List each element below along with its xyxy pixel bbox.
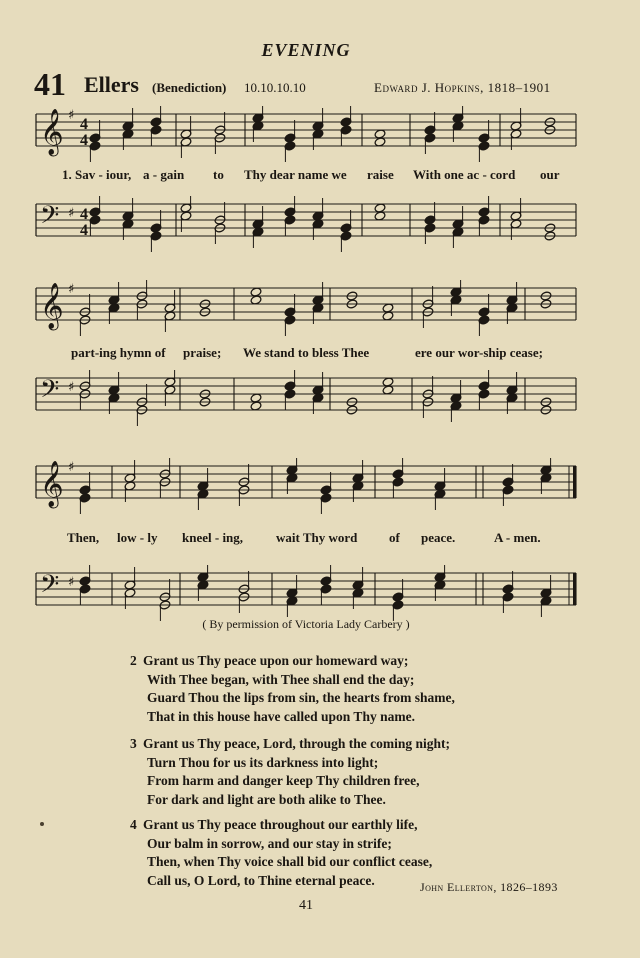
verse-line: Turn Thou for us its darkness into light; [147,754,379,770]
verse-line: Then, when Thy voice shall bid our conflict cease, [147,854,433,869]
lyric: Then, [67,530,100,545]
verse-line: Grant us Thy peace throughout our earthly life, [143,817,418,832]
verse-line: Our balm in sorrow, and our stay in strife; [147,835,392,851]
time-signature-top: 4 [80,206,88,223]
treble-clef-icon: 𝄞 [40,461,64,507]
bass-clef-icon: 𝄢 [40,375,60,410]
lyric: raise [367,167,394,182]
verse-line: Grant us Thy peace upon our homeward way; [143,653,409,668]
music-staff [0,280,640,336]
lyric: our [540,167,560,182]
composer: Edward J. Hopkins, 1818–1901 [374,80,551,95]
lyric: wait Thy word [276,530,358,545]
verse-line: Grant us Thy peace, Lord, through the coming night; [143,736,451,751]
lyric: 1. Sav - iour, [62,167,132,182]
music-staff [0,565,640,621]
verse-line: With Thee began, with Thee shall end the day; [147,671,415,687]
lyric: With one ac - cord [413,167,516,182]
verse-line: That in this house have called upon Thy name. [147,708,415,724]
lyric: of [389,530,400,545]
treble-clef-icon: 𝄞 [40,109,64,155]
sharp-icon: ♯ [68,206,75,221]
lyric: low - ly [117,530,158,545]
author: John Ellerton, 1826–1893 [420,880,558,894]
lyric: a - gain [143,167,185,182]
page-number: 41 [299,898,313,913]
music-staff [0,370,640,426]
verse [130,816,432,890]
treble-clef-icon: 𝄞 [40,283,64,329]
bass-clef-icon: 𝄢 [40,201,60,236]
lyric: part-ing hymn of [71,345,166,360]
verse-number: 3 [130,736,137,751]
music-staff [0,106,640,162]
lyric: We stand to bless Thee [243,345,370,360]
meter: 10.10.10.10 [244,80,306,95]
section-title: EVENING [261,40,351,60]
tune-name: Ellers [84,72,139,97]
verse-line: From harm and danger keep Thy children free, [147,773,420,788]
verse-number: 4 [130,817,137,832]
time-signature-bottom: 4 [80,132,88,149]
sharp-icon: ♯ [68,380,75,395]
verse [130,735,450,809]
lyric: to [213,167,224,182]
sharp-icon: ♯ [68,282,75,297]
verse-line: Call us, O Lord, to Thine eternal peace. [147,872,375,888]
print-speck [40,822,44,826]
verse [130,652,455,726]
music-staff [0,458,640,522]
verse-number: 2 [130,653,137,668]
hymn-number: 41 [34,66,66,102]
time-signature-bottom: 4 [80,222,88,239]
lyric: ere our wor-ship cease; [415,345,543,360]
lyric: kneel - ing, [182,530,244,545]
final-barline [573,573,576,605]
bass-clef-icon: 𝄢 [40,570,60,605]
music-staff [0,196,640,252]
time-signature-top: 4 [80,116,88,133]
lyric: Thy dear name we [244,167,347,182]
sharp-icon: ♯ [68,575,75,590]
verse-line: For dark and light are both alike to Thee. [147,791,386,807]
lyric: peace. [421,530,456,545]
sharp-icon: ♯ [68,108,75,123]
verse-line: Guard Thou the lips from sin, the hearts from shame, [147,690,455,705]
permission-note: ( By permission of Victoria Lady Carbery ) [202,617,410,631]
final-barline [573,466,576,498]
tune-subtitle: (Benediction) [152,80,227,95]
lyric: praise; [183,345,222,360]
sharp-icon: ♯ [68,460,75,475]
lyric: A - men. [494,530,541,545]
